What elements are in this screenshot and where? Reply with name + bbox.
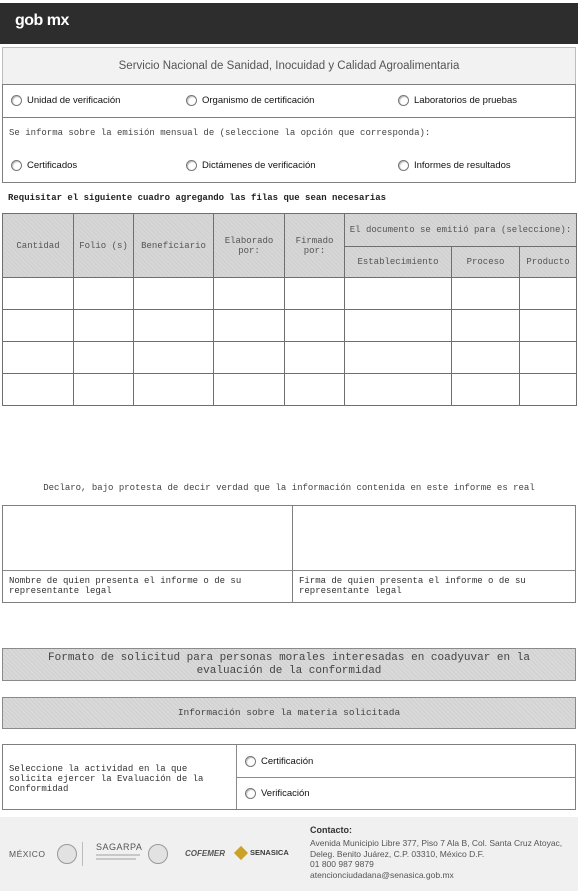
activity-label: Seleccione la actividad en la que solicita ejercer la Evaluación de la Conformidad	[9, 764, 204, 794]
table-cell[interactable]	[3, 342, 74, 374]
header-folio: Folio (s)	[74, 214, 134, 278]
contact-details	[310, 838, 562, 880]
contact-title: Contacto:	[310, 825, 352, 835]
form-title-banner	[2, 648, 576, 681]
table-cell[interactable]	[134, 278, 214, 310]
sagarpa-subtitle-line	[96, 858, 136, 860]
table-cell[interactable]	[134, 374, 214, 406]
table-cell[interactable]	[74, 342, 134, 374]
radio-icon[interactable]	[398, 95, 409, 106]
contact-address: Avenida Municipio Libre 377, Piso 7 Ala B, Col. Santa Cruz Atoyac,	[310, 838, 563, 848]
info-banner-text: Información sobre la materia solicitada	[177, 707, 401, 718]
table-cell[interactable]	[520, 278, 577, 310]
table-cell[interactable]	[74, 374, 134, 406]
table-cell[interactable]	[452, 374, 520, 406]
mexico-logo: MÉXICO	[9, 849, 46, 859]
signature-name-box	[2, 505, 293, 603]
table-cell[interactable]	[134, 310, 214, 342]
header-establecimiento: Establecimiento	[345, 247, 452, 278]
report-prompt: Se informa sobre la emisión mensual de (seleccione la opción que corresponda):	[9, 128, 431, 138]
table-cell[interactable]	[285, 342, 345, 374]
radio-icon[interactable]	[186, 160, 197, 171]
header-beneficiario: Beneficiario	[134, 214, 214, 278]
header-elaborado: Elaborado por:	[214, 214, 285, 278]
table-cell[interactable]	[214, 278, 285, 310]
form-title: Formato de solicitud para personas morales interesadas en coadyuvar en la evaluación de la conformidad	[48, 652, 530, 677]
table-row	[3, 342, 577, 374]
table-cell[interactable]	[134, 342, 214, 374]
table-cell[interactable]	[3, 278, 74, 310]
radio-icon[interactable]	[245, 756, 256, 767]
coat-of-arms-icon	[148, 844, 168, 864]
option-verificacion[interactable]: Verificación	[245, 788, 310, 799]
table-cell[interactable]	[452, 278, 520, 310]
table-cell[interactable]	[452, 310, 520, 342]
radio-icon[interactable]	[186, 95, 197, 106]
contact-email[interactable]: atencionciudadana@senasica.gob.mx	[310, 869, 454, 880]
table-cell[interactable]	[520, 310, 577, 342]
table-instruction: Requisitar el siguiente cuadro agregando las filas que sean necesarias	[8, 193, 387, 203]
option-informes-resultados[interactable]: Informes de resultados	[398, 160, 511, 171]
divider	[3, 570, 292, 571]
divider	[82, 842, 83, 866]
signature-sign-box	[292, 505, 576, 603]
table-row	[3, 310, 577, 342]
option-certificados[interactable]: Certificados	[11, 160, 77, 171]
report-type-section	[2, 117, 576, 183]
gob-header-bar	[0, 3, 578, 44]
table-cell[interactable]	[285, 278, 345, 310]
header-producto: Producto	[520, 247, 577, 278]
option-organismo-certificacion[interactable]: Organismo de certificación	[186, 95, 314, 106]
table-cell[interactable]	[285, 374, 345, 406]
option-laboratorios-pruebas[interactable]: Laboratorios de pruebas	[398, 95, 517, 106]
entity-type-section	[2, 84, 576, 118]
table-cell[interactable]	[214, 374, 285, 406]
contact-phone[interactable]: 01 800 987 9879	[310, 859, 374, 869]
table-cell[interactable]	[285, 310, 345, 342]
table-cell[interactable]	[345, 310, 452, 342]
signature-input-area[interactable]	[293, 506, 575, 570]
table-cell[interactable]	[520, 374, 577, 406]
footer	[0, 817, 578, 891]
name-input-area[interactable]	[3, 506, 292, 570]
senasica-emblem-icon	[234, 846, 248, 860]
table-cell[interactable]	[345, 342, 452, 374]
coat-of-arms-icon	[57, 844, 77, 864]
table-cell[interactable]	[214, 342, 285, 374]
name-label: Nombre de quien presenta el informe o de su representante legal	[9, 576, 242, 596]
table-cell[interactable]	[345, 278, 452, 310]
table-cell[interactable]	[345, 374, 452, 406]
divider	[237, 777, 575, 778]
sagarpa-subtitle-line	[96, 854, 140, 856]
table-cell[interactable]	[3, 374, 74, 406]
signature-label: Firma de quien presenta el informe o de su representante legal	[299, 576, 526, 596]
table-cell[interactable]	[452, 342, 520, 374]
contact-address-2: Deleg. Benito Juárez, C.P. 03310, México D.F.	[310, 848, 485, 859]
senasica-logo: SENASICA	[250, 848, 289, 857]
header-proceso: Proceso	[452, 247, 520, 278]
agency-title: Servicio Nacional de Sanidad, Inocuidad y Calidad Agroalimentaria	[2, 47, 576, 85]
declaration-text: Declaro, bajo protesta de decir verdad que la información contenida en este informe es real	[43, 483, 535, 493]
emission-table	[2, 213, 577, 406]
table-row	[3, 374, 577, 406]
table-cell[interactable]	[74, 278, 134, 310]
activity-section	[2, 744, 576, 810]
header-firmado: Firmado por:	[285, 214, 345, 278]
sagarpa-logo: SAGARPA	[96, 842, 143, 852]
radio-icon[interactable]	[398, 160, 409, 171]
option-certificacion[interactable]: Certificación	[245, 756, 313, 767]
cofemer-logo: COFEMER	[185, 849, 225, 858]
table-cell[interactable]	[3, 310, 74, 342]
table-cell[interactable]	[74, 310, 134, 342]
option-dictamenes[interactable]: Dictámenes de verificación	[186, 160, 316, 171]
radio-icon[interactable]	[11, 160, 22, 171]
radio-icon[interactable]	[245, 788, 256, 799]
header-group-emitido: El documento se emitió para (seleccione):	[345, 214, 577, 247]
header-cantidad: Cantidad	[3, 214, 74, 278]
option-unidad-verificacion[interactable]: Unidad de verificación	[11, 95, 120, 106]
table-cell[interactable]	[214, 310, 285, 342]
radio-icon[interactable]	[11, 95, 22, 106]
table-row	[3, 278, 577, 310]
gob-mx-logo[interactable]: gob mx	[15, 12, 69, 29]
table-cell[interactable]	[520, 342, 577, 374]
info-banner	[2, 697, 576, 729]
divider	[293, 570, 575, 571]
